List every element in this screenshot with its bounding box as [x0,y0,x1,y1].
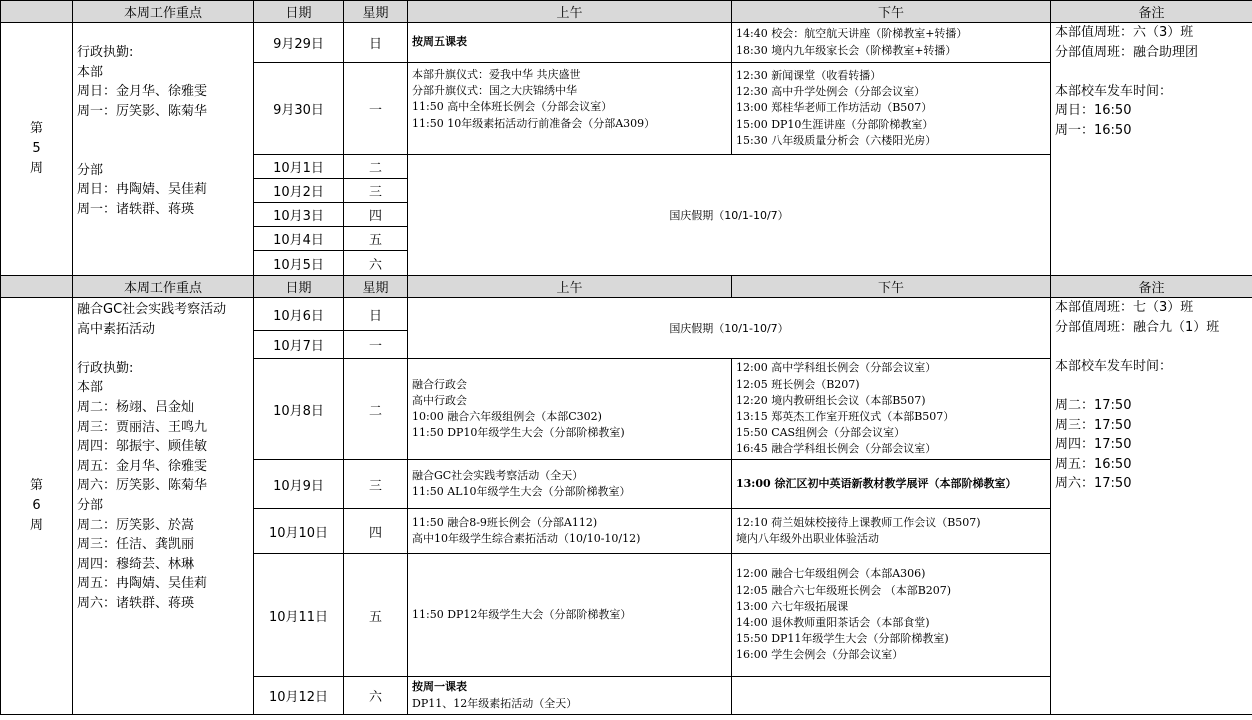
day-weekday: 四 [344,203,408,227]
week-notes: 本部值周班：六（3）班 分部值周班：融合助理团 本部校车发车时间： 周日：16:50 周一：16:50 [1051,23,1252,276]
day-date: 10月8日 [254,359,344,460]
day-weekday: 三 [344,460,408,509]
header-focus: 本周工作重点 [73,276,254,298]
header-notes: 备注 [1051,276,1252,298]
day-weekday: 日 [344,298,408,331]
header-pm: 下午 [732,1,1051,23]
pm-events [732,677,1051,715]
day-weekday: 六 [344,677,408,715]
header-date: 日期 [254,276,344,298]
day-date: 10月10日 [254,509,344,554]
day-date: 10月2日 [254,179,344,203]
pm-events: 12:10 荷兰姐妹校接待上课教师工作会议（B507) 境内八年级外出职业体验活动 [732,509,1051,554]
day-date: 10月6日 [254,298,344,331]
pm-events: 12:00 融合七年级组例会（本部A306) 12:05 融合六七年级班长例会 （本部B207) 13:00 六七年级拓展课 14:00 退休教师重阳茶话会（本部食堂) 15:50 DP11年级学生大会（分部阶梯教室) 16:00 学生会例会（分部会议室） [732,554,1051,677]
pm-events: 12:00 高中学科组长例会（分部会议室） 12:05 班长例会（B207) 12:20 境内教研组长会议（本部B507) 13:15 郑英杰工作室开班仪式（本部B507） 15:50 CAS组例会（分部会议室） 16:45 融合学科组长例会（分部会议室） [732,359,1051,460]
header-weekday: 星期 [344,1,408,23]
am-events: 按周五课表 [408,23,732,63]
day-weekday: 二 [344,155,408,179]
header-focus: 本周工作重点 [73,1,254,23]
header-notes: 备注 [1051,1,1252,23]
day-weekday: 五 [344,227,408,251]
header-date: 日期 [254,1,344,23]
am-events: 融合行政会 高中行政会 10:00 融合六年级组例会（本部C302) 11:50 DP10年级学生大会（分部阶梯教室) [408,359,732,460]
pm-events: 14:40 校会：航空航天讲座（阶梯教室+转播） 18:30 境内九年级家长会（阶梯教室+转播） [732,23,1051,63]
day-weekday: 一 [344,63,408,155]
week-notes: 本部值周班：七（3）班 分部值周班：融合九（1）班 本部校车发车时间： 周二：17:50 周三：17:50 周四：17:50 周五：16:50 周六：17:50 [1051,298,1252,715]
day-date: 9月29日 [254,23,344,63]
am-events: 11:50 DP12年级学生大会（分部阶梯教室） [408,554,732,677]
pm-events: 12:30 新闻课堂（收看转播） 12:30 高中升学处例会（分部会议室） 13:00 郑桂华老师工作坊活动（B507） 15:00 DP10生涯讲座（分部阶梯教室） 15:30 八年级质量分析会（六楼阳光房） [732,63,1051,155]
day-date: 10月9日 [254,460,344,509]
day-date: 10月1日 [254,155,344,179]
week-label: 第 5 周 [1,23,73,276]
day-date: 10月5日 [254,251,344,276]
day-date: 10月3日 [254,203,344,227]
day-weekday: 四 [344,509,408,554]
day-weekday: 三 [344,179,408,203]
day-weekday: 日 [344,23,408,63]
holiday-cell: 国庆假期（10/1-10/7） [408,298,1051,359]
header-am: 上午 [408,276,732,298]
day-weekday: 六 [344,251,408,276]
day-weekday: 二 [344,359,408,460]
day-date: 10月12日 [254,677,344,715]
week-focus: 行政执勤: 本部 周日：金月华、徐雅雯 周一：厉笑影、陈菊华 分部 周日：冉陶婧、吴佳莉 周一：诸轶群、蒋瑛 [73,23,254,276]
am-events: 本部升旗仪式：爱我中华 共庆盛世 分部升旗仪式：国之大庆锦绣中华 11:50 高中全体班长例会（分部会议室） 11:50 10年级素拓活动行前准备会（分部A309） [408,63,732,155]
header-week [1,1,73,23]
am-events: 按周一课表 DP11、12年级素拓活动（全天） [408,677,732,715]
holiday-cell: 国庆假期（10/1-10/7） [408,155,1051,276]
week-label: 第 6 周 [1,298,73,715]
header-weekday: 星期 [344,276,408,298]
day-weekday: 五 [344,554,408,677]
day-date: 10月4日 [254,227,344,251]
header-pm: 下午 [732,276,1051,298]
day-date: 10月11日 [254,554,344,677]
pm-events: 13:00 徐汇区初中英语新教材教学展评（本部阶梯教室） [732,460,1051,509]
day-date: 9月30日 [254,63,344,155]
day-date: 10月7日 [254,331,344,359]
header-am: 上午 [408,1,732,23]
am-events: 11:50 融合8-9班长例会（分部A112) 高中10年级学生综合素拓活动（10/10-10/12) [408,509,732,554]
header-week [1,276,73,298]
day-weekday: 一 [344,331,408,359]
week-focus: 融合GC社会实践考察活动 高中素拓活动 行政执勤: 本部 周二：杨翊、吕金灿 周三：贾丽洁、王鸣九 周四：邬振宇、顾佳敏 周五：金月华、徐雅雯 周六：厉笑影、陈菊华 分部 周二：厉笑影、於嵩 周三：任洁、龚凯丽 周四：穆绮芸、林琳 周五：冉陶婧、吴佳莉 周六：诸轶群、蒋瑛 [73,298,254,715]
am-events: 融合GC社会实践考察活动（全天） 11:50 AL10年级学生大会（分部阶梯教室） [408,460,732,509]
